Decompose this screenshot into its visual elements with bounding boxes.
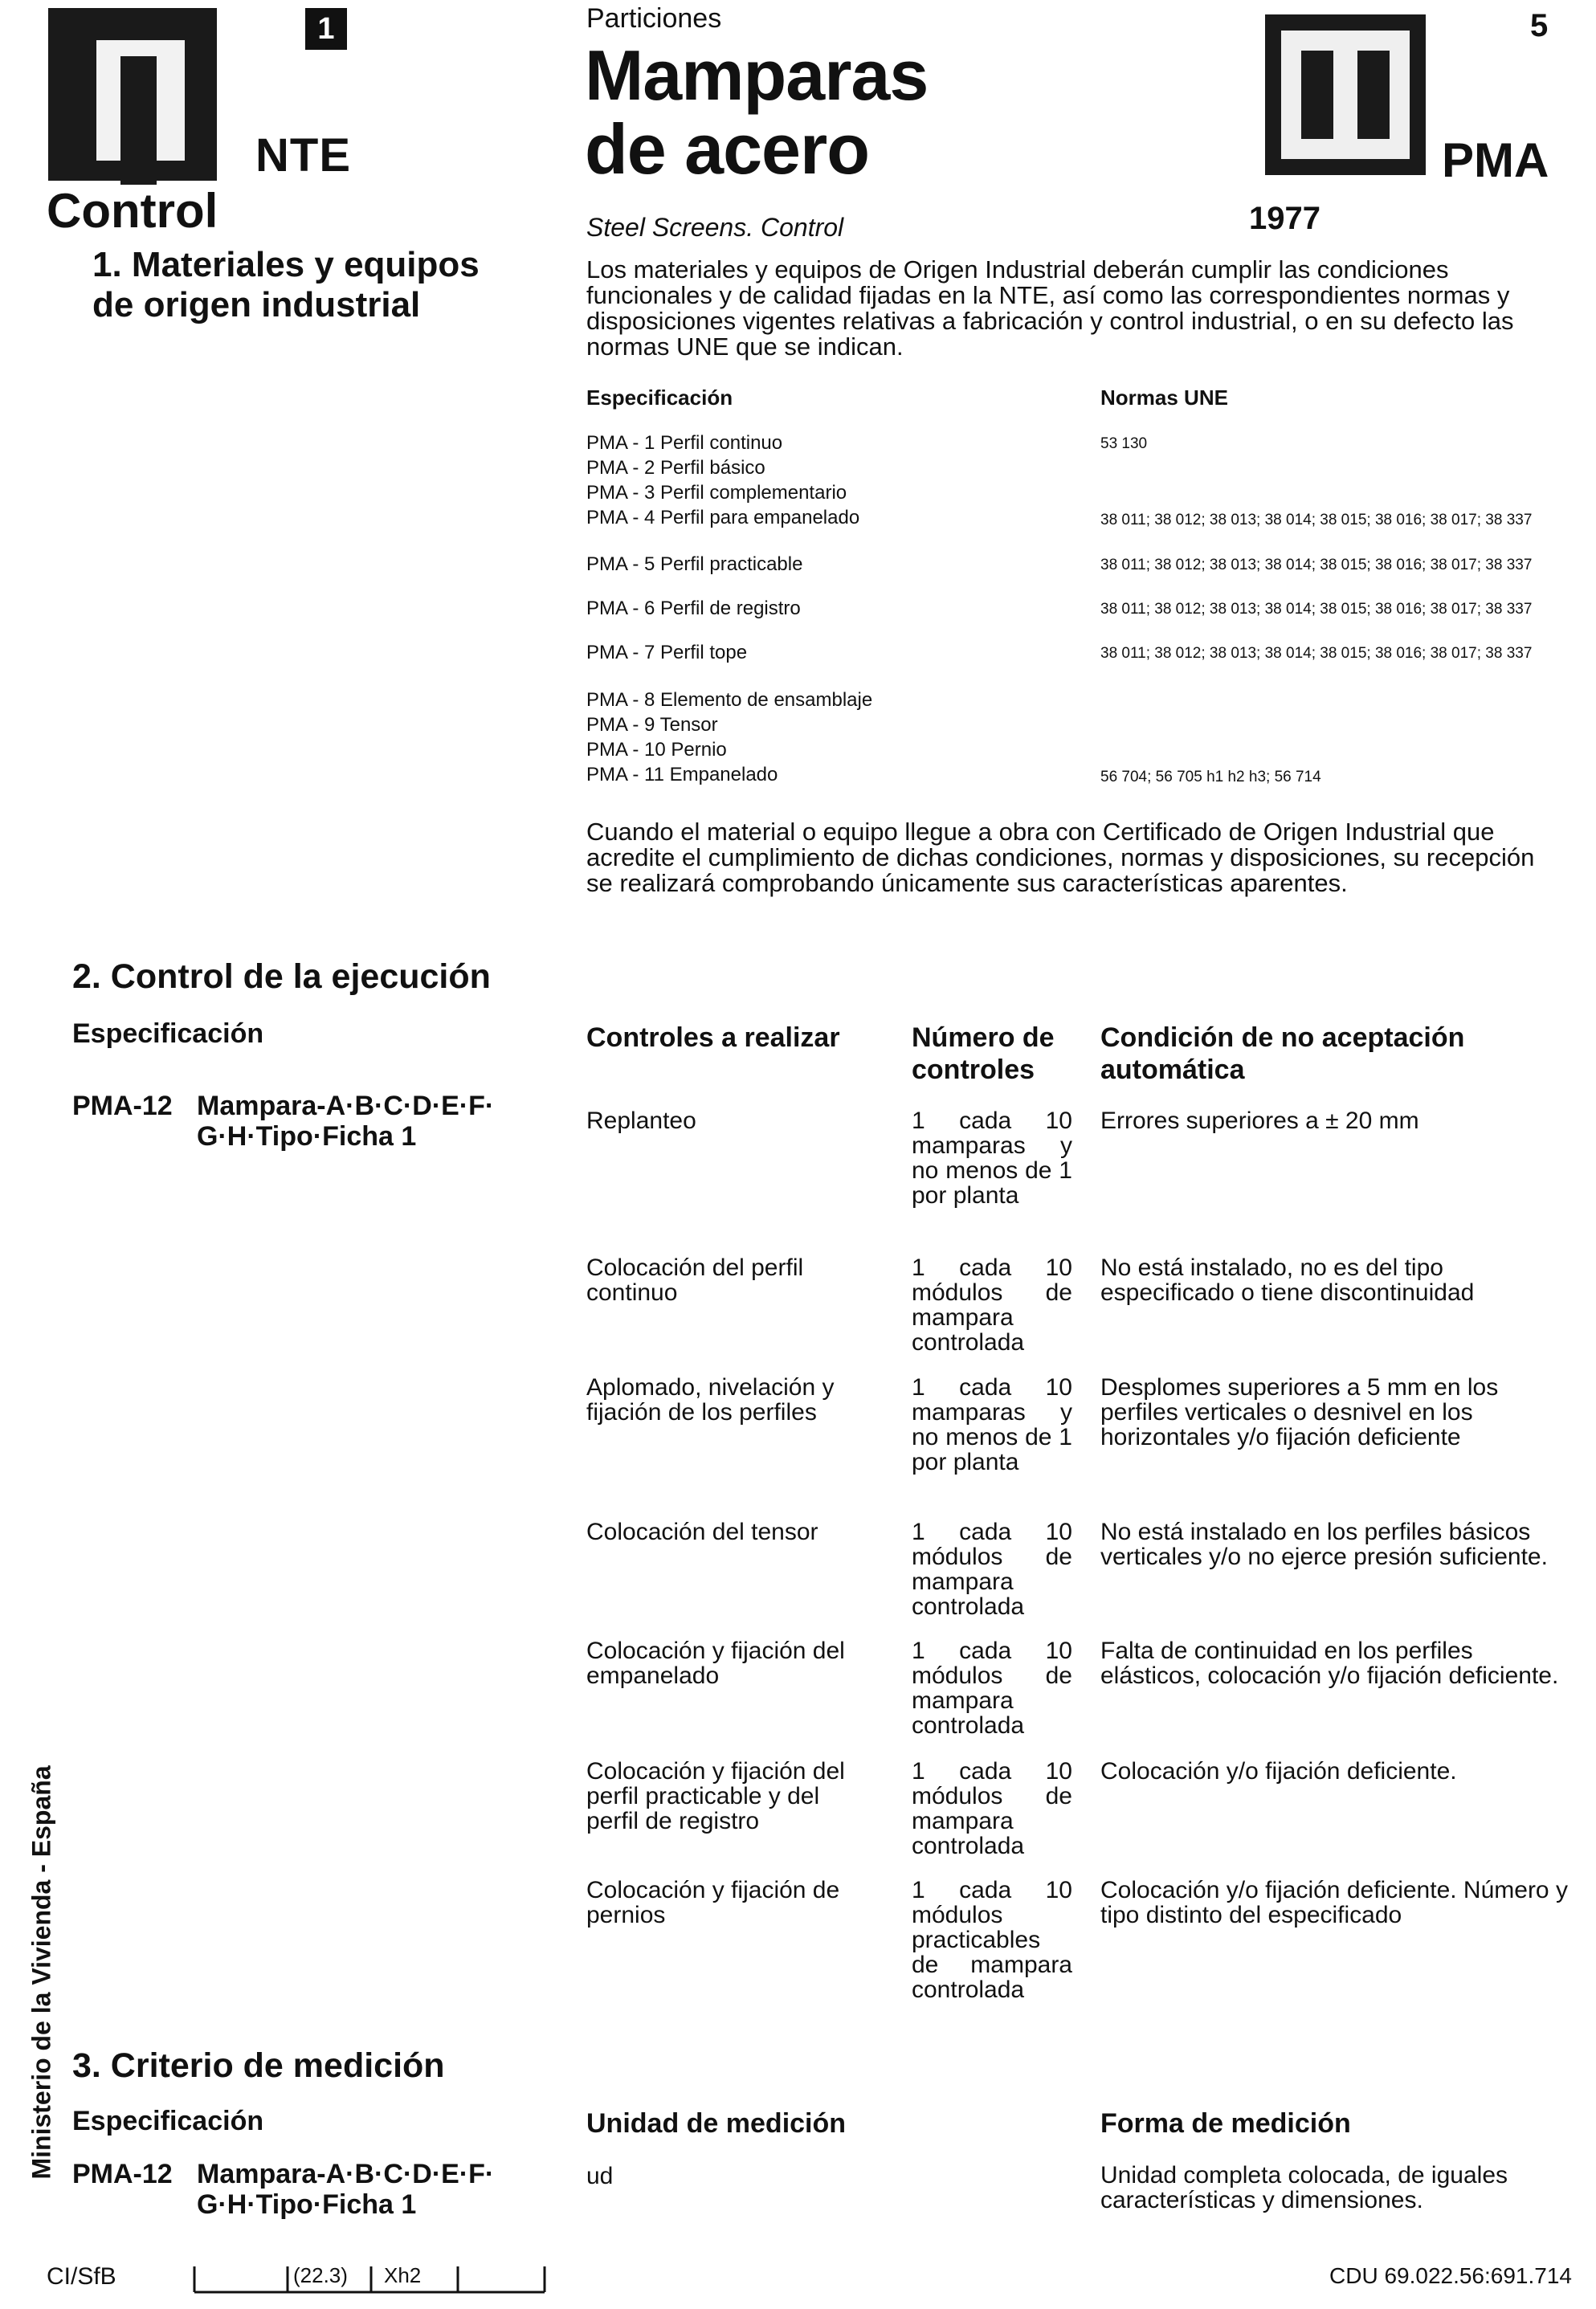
control-condition: Desplomes superiores a 5 mm en los perfiles verticales o desnivel en los horizontales y/o fijación deficiente xyxy=(1100,1374,1499,1450)
control-number: 1 cada 10 mamparas y no menos de 1 por planta xyxy=(912,1374,1072,1475)
page-number: 5 xyxy=(1530,8,1549,43)
spec-une: 38 011; 38 012; 38 013; 38 014; 38 015; 38 016; 38 017; 38 337 xyxy=(1100,557,1533,573)
col-controls: Controles a realizar xyxy=(586,1022,840,1053)
control-number: 1 cada 10 módulos de mampara controlada xyxy=(912,1254,1072,1356)
control-condition: Falta de continuidad en los perfiles elásticos, colocación y/o fijación deficiente. xyxy=(1100,1638,1559,1689)
spec-une: 38 011; 38 012; 38 013; 38 014; 38 015; 38 016; 38 017; 38 337 xyxy=(1100,601,1533,618)
control-condition: No está instalado en los perfiles básicos verticales y/o no ejerce presión suficiente. xyxy=(1100,1519,1548,1570)
spec-une: 56 704; 56 705 h1 h2 h3; 56 714 xyxy=(1100,769,1321,785)
footer-cdu: CDU 69.022.56:691.714 xyxy=(1329,2263,1572,2288)
logo-badge: 1 xyxy=(305,8,347,50)
section2-spec-label: Especificación xyxy=(72,1018,264,1049)
measurement-unit: ud xyxy=(586,2163,614,2189)
intro-paragraph: Los materiales y equipos de Origen Industrial deberán cumplir las condiciones funcionales y de calidad fijadas en la NTE, así como las correspondientes normas y disposiciones vigentes relativas a fabricación y control industrial, o en su defecto las normas UNE que se indican. xyxy=(586,255,1514,361)
control-condition: Errores superiores a ± 20 mm xyxy=(1100,1108,1419,1134)
footer-box-lines xyxy=(193,2263,546,2295)
control-name: Colocación y fijación del empanelado xyxy=(586,1638,845,1689)
control-condition: Colocación y/o fijación deficiente. Número y tipo distinto del especificado xyxy=(1100,1877,1568,1928)
control-name: Replanteo xyxy=(586,1108,696,1134)
section1-title: 1. Materiales y equipos de origen industrial xyxy=(92,245,480,324)
footer-classification-box xyxy=(193,2263,546,2294)
control-name: Colocación y fijación del perfil practicable y del perfil de registro xyxy=(586,1758,845,1834)
spec-row: PMA - 5 Perfil practicable xyxy=(586,553,803,575)
measurement-form: Unidad completa colocada, de iguales características y dimensiones. xyxy=(1100,2162,1508,2213)
spec-row: PMA - 2 Perfil básico xyxy=(586,457,765,479)
une-header: Normas UNE xyxy=(1100,386,1228,410)
control-number: 1 cada 10 módulos de mampara controlada xyxy=(912,1638,1072,1739)
spec-row: PMA - 11 Empanelado xyxy=(586,764,778,785)
section3-spec-label: Especificación xyxy=(72,2106,264,2136)
page-title xyxy=(585,35,929,189)
spec-row: PMA - 4 Perfil para empanelado xyxy=(586,507,860,528)
control-name: Colocación del tensor xyxy=(586,1519,818,1545)
control-condition: No está instalado, no es del tipo especificado o tiene discontinuidad xyxy=(1100,1254,1475,1306)
side-ministry-text: Ministerio de la Vivienda - España xyxy=(27,1765,56,2180)
category-label: Particiones xyxy=(586,3,722,34)
spec-row: PMA - 7 Perfil tope xyxy=(586,642,748,663)
footer-box-mid: (22.3) xyxy=(293,2263,348,2287)
control-condition: Colocación y/o fijación deficiente. xyxy=(1100,1758,1457,1785)
spec-row: PMA - 1 Perfil continuo xyxy=(586,432,783,454)
control-name: Colocación y fijación de pernios xyxy=(586,1877,840,1928)
year: 1977 xyxy=(1249,201,1320,236)
control-name: Aplomado, nivelación y fijación de los perfiles xyxy=(586,1374,835,1426)
spec-row: PMA - 9 Tensor xyxy=(586,714,718,736)
subtitle-english: Steel Screens. Control xyxy=(586,213,844,242)
section3-spec-code: PMA-12 xyxy=(72,2159,173,2189)
col-condition: Condición de no aceptación automática xyxy=(1100,1022,1465,1085)
control-title: Control xyxy=(47,184,218,238)
spec-header: Especificación xyxy=(586,386,733,410)
spec-row: PMA - 8 Elemento de ensamblaje xyxy=(586,689,873,711)
section3-title: 3. Criterio de medición xyxy=(72,2046,445,2085)
title-line-1: Mamparas xyxy=(585,35,929,115)
pma-code: PMA xyxy=(1442,133,1549,187)
nte-logo xyxy=(48,8,217,181)
nte-label: NTE xyxy=(255,129,351,182)
spec-une: 53 130 xyxy=(1100,435,1148,452)
control-number: 1 cada 10 módulos de mampara controlada xyxy=(912,1519,1072,1620)
control-number: 1 cada 10 módulos practicables de mampara controlada xyxy=(912,1877,1072,2003)
spec-une: 38 011; 38 012; 38 013; 38 014; 38 015; 38 016; 38 017; 38 337 xyxy=(1100,512,1533,528)
pma-logo xyxy=(1265,14,1426,175)
spec-row: PMA - 3 Perfil complementario xyxy=(586,482,847,504)
footer-cisfb: CI/SfB xyxy=(47,2263,116,2290)
spec-row: PMA - 10 Pernio xyxy=(586,739,727,761)
section3-spec-text: Mampara-A·B·C·D·E·F· G·H·Tipo·Ficha 1 xyxy=(197,2159,495,2220)
control-number: 1 cada 10 mamparas y no menos de 1 por planta xyxy=(912,1108,1072,1209)
title-line-2: de acero xyxy=(585,109,869,189)
section2-title: 2. Control de la ejecución xyxy=(72,957,491,996)
closing-paragraph: Cuando el material o equipo llegue a obra con Certificado de Origen Industrial que acredite el cumplimiento de dichas condiciones, normas y disposiciones, su recepción se realizará comprobando únicamente sus características aparentes. xyxy=(586,818,1535,897)
col-form: Forma de medición xyxy=(1100,2108,1351,2139)
col-unit: Unidad de medición xyxy=(586,2108,847,2139)
col-number: Número de controles xyxy=(912,1022,1055,1085)
section2-spec-text: Mampara-A·B·C·D·E·F· G·H·Tipo·Ficha 1 xyxy=(197,1091,495,1152)
control-number: 1 cada 10 módulos de mampara controlada xyxy=(912,1758,1072,1859)
spec-une: 38 011; 38 012; 38 013; 38 014; 38 015; 38 016; 38 017; 38 337 xyxy=(1100,645,1533,662)
control-name: Colocación del perfil continuo xyxy=(586,1254,804,1306)
spec-row: PMA - 6 Perfil de registro xyxy=(586,598,801,619)
section2-spec-code: PMA-12 xyxy=(72,1091,173,1121)
footer-box-right: Xh2 xyxy=(384,2263,422,2287)
